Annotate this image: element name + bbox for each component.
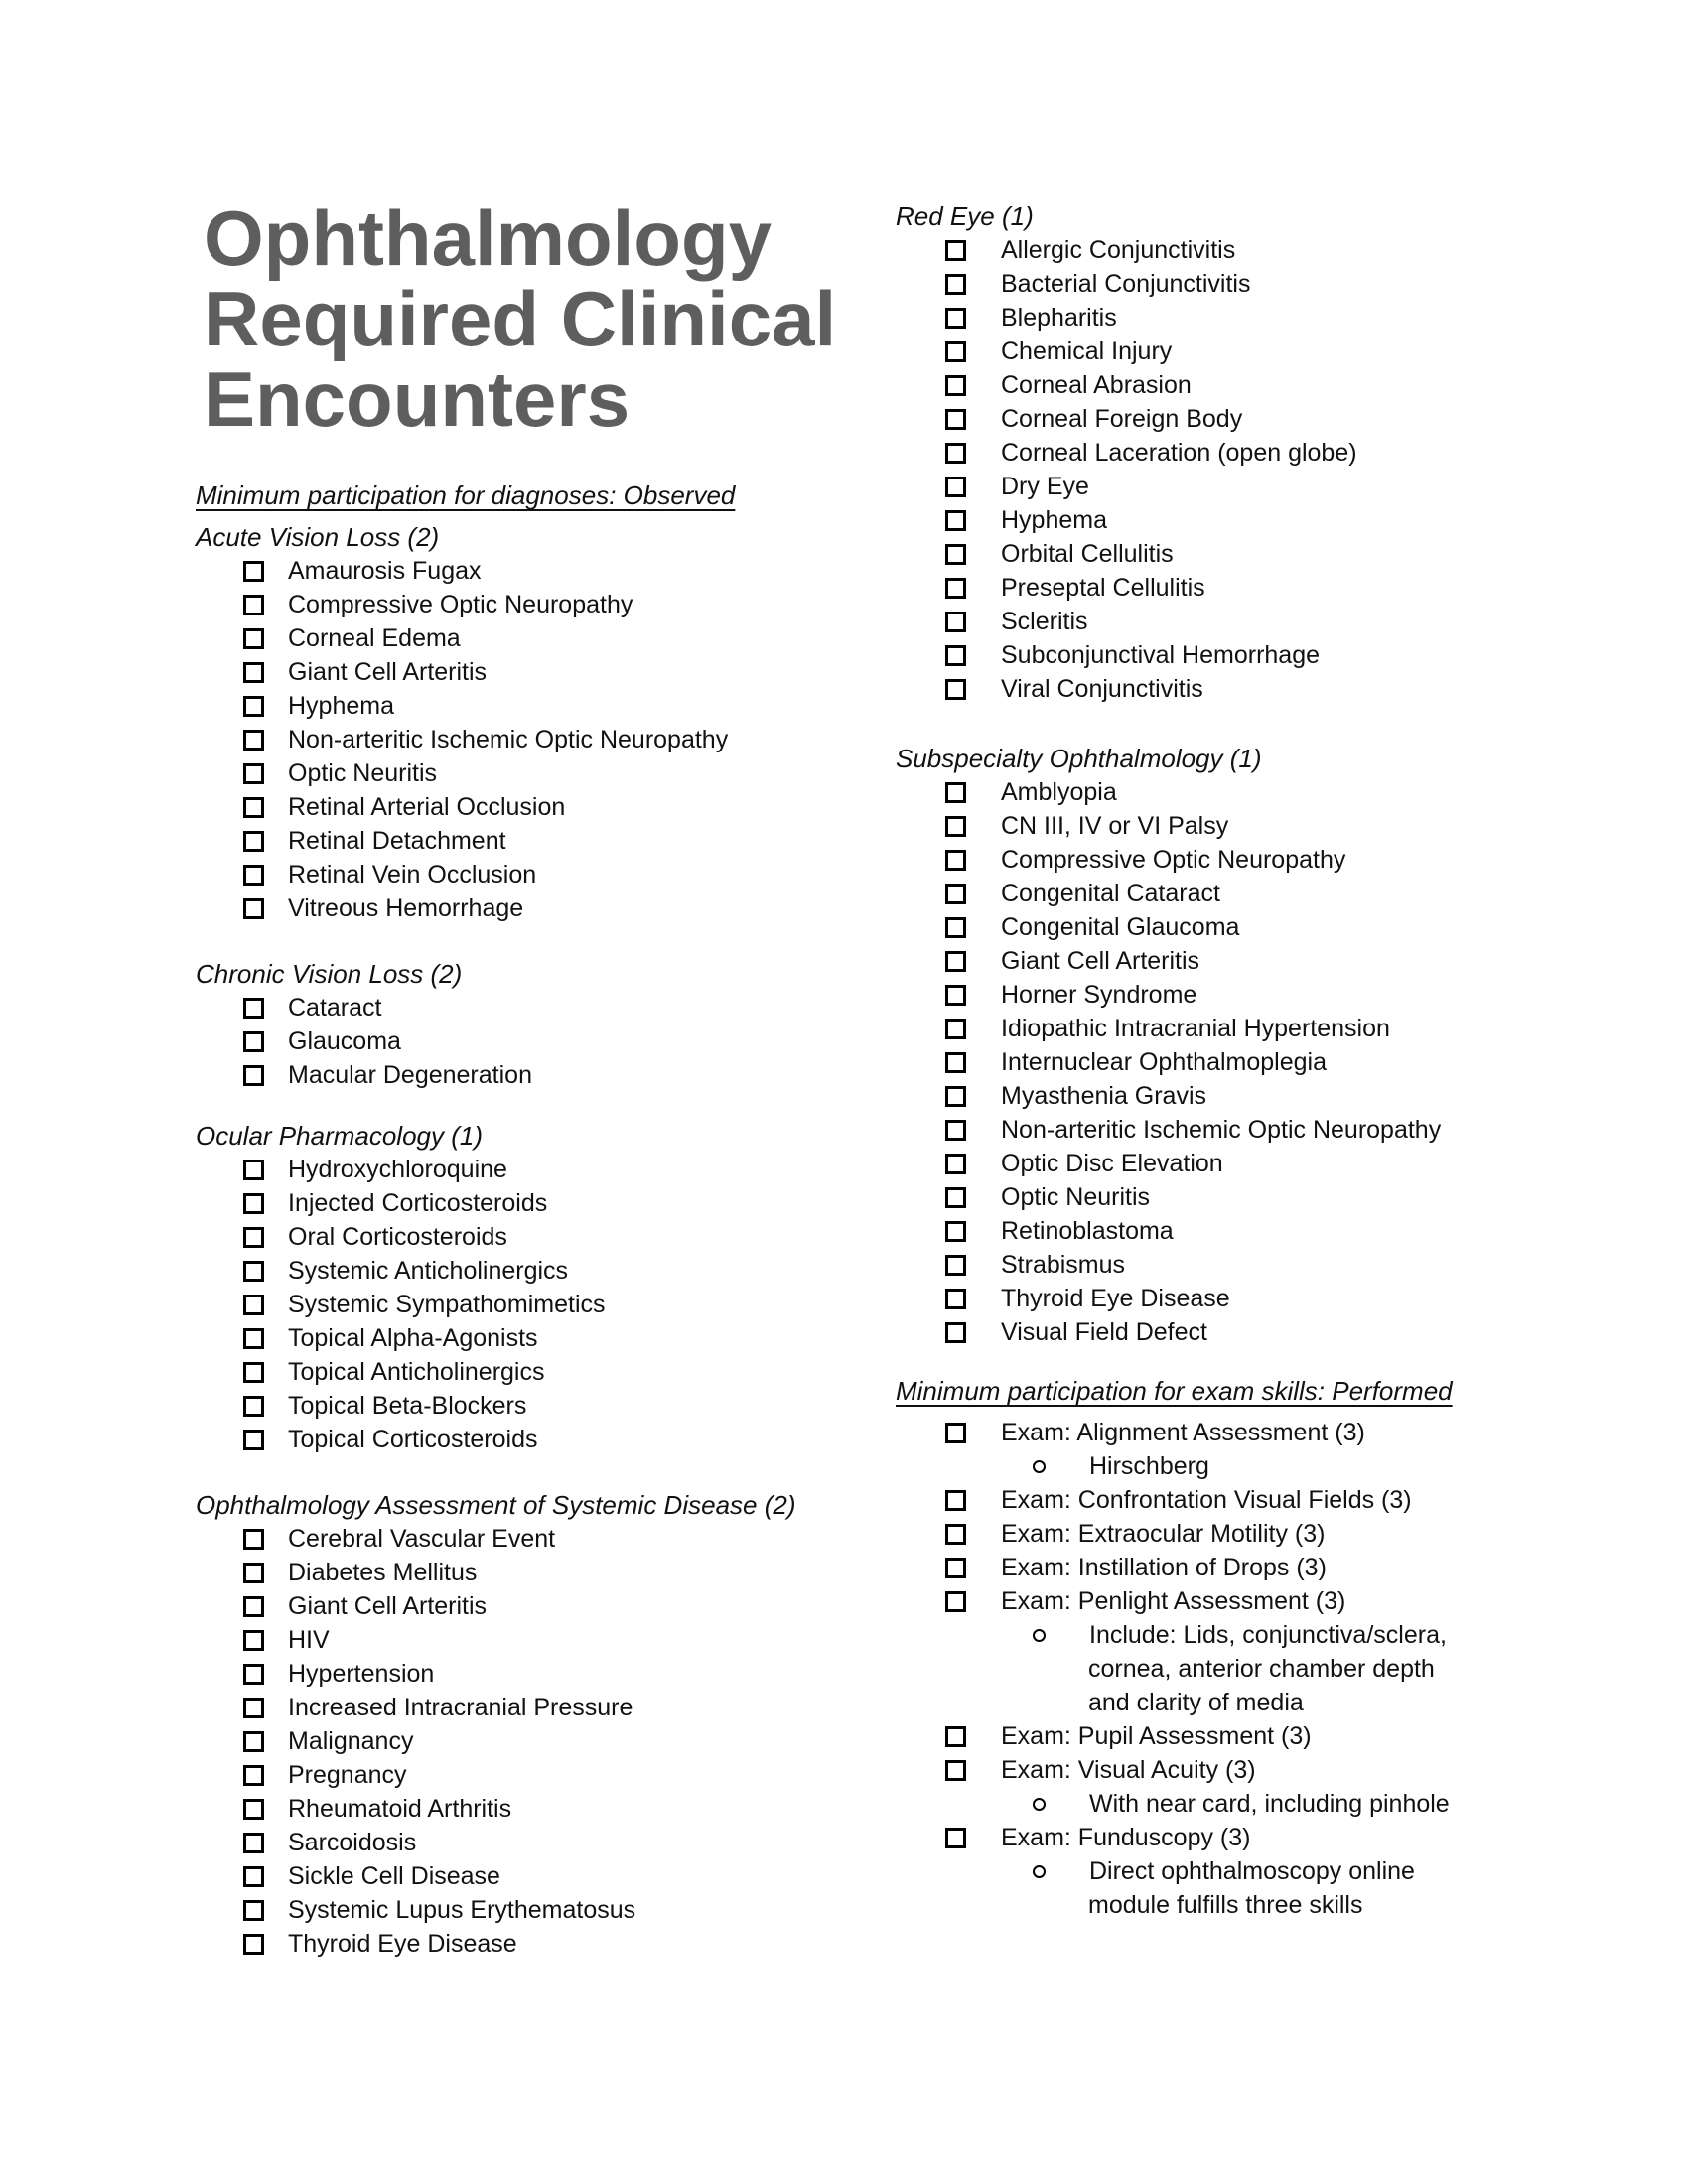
checklist-item-orbital-cellulitis [945,537,1174,571]
item-label: Preseptal Cellulitis [1001,574,1205,602]
item-label: Corneal Edema [288,624,461,652]
checklist-item-oral-corticosteroids [243,1220,507,1254]
checkbox[interactable] [243,561,264,582]
item-label: Oral Corticosteroids [288,1223,507,1251]
item-label: Sarcoidosis [288,1829,417,1856]
checklist-item-exam-funduscopy-3 [945,1821,1251,1854]
checkbox[interactable] [945,612,966,632]
checkbox[interactable] [243,1430,264,1450]
item-label: Orbital Cellulitis [1001,540,1174,568]
item-label: Optic Neuritis [1001,1183,1151,1211]
item-label: Increased Intracranial Pressure [288,1694,633,1721]
checklist-item-injected-corticosteroids [243,1186,547,1220]
section-heading-chronic-vision-loss-2: Chronic Vision Loss (2) [196,959,463,989]
checkbox[interactable] [243,730,264,751]
checklist-item-optic-disc-elevation [945,1147,1223,1180]
sub-item-label: and clarity of media [1088,1689,1304,1716]
checkbox[interactable] [945,1828,966,1848]
checklist-item-retinal-vein-occlusion [243,858,536,891]
item-label: Dry Eye [1001,473,1089,500]
item-label: Systemic Lupus Erythematosus [288,1896,636,1924]
item-label: Compressive Optic Neuropathy [1001,846,1346,874]
checklist-item-subconjunctival-hemorrhage [945,638,1320,672]
checkbox[interactable] [243,797,264,818]
checkbox[interactable] [945,679,966,700]
item-label: Exam: Funduscopy (3) [1001,1824,1251,1851]
sub-item-label: Direct ophthalmoscopy online [1089,1857,1415,1885]
checklist-item-corneal-foreign-body [945,402,1242,436]
checkbox[interactable] [243,1731,264,1752]
checkbox[interactable] [243,1227,264,1248]
circle-bullet-icon [1033,1460,1046,1473]
checkbox[interactable] [243,1630,264,1651]
item-label: Exam: Pupil Assessment (3) [1001,1722,1312,1750]
sub-item [1088,1652,1435,1686]
checkbox[interactable] [945,884,966,904]
checkbox[interactable] [243,898,264,919]
item-label: Giant Cell Arteritis [288,1592,488,1620]
checkbox[interactable] [945,308,966,329]
checklist-item-retinal-arterial-occlusion [243,790,565,824]
checklist-item-topical-anticholinergics [243,1355,544,1389]
checkbox[interactable] [945,1255,966,1276]
checkbox[interactable] [945,544,966,565]
item-label: Allergic Conjunctivitis [1001,236,1236,264]
item-label: Scleritis [1001,608,1088,635]
checklist-item-exam-alignment-assessment-3 [945,1416,1365,1449]
checkbox[interactable] [243,1866,264,1887]
checkbox[interactable] [243,1765,264,1786]
checkbox[interactable] [243,595,264,615]
checklist-item-hypertension [243,1657,434,1691]
checkbox[interactable] [243,865,264,886]
heading-exam-skills-performed: Minimum participation for exam skills: Performed [896,1376,1453,1406]
checklist-item-thyroid-eye-disease [243,1927,517,1961]
item-label: Optic Disc Elevation [1001,1150,1223,1177]
item-label: Retinal Arterial Occlusion [288,793,566,821]
checkbox[interactable] [243,998,264,1019]
item-label: Rheumatoid Arthritis [288,1795,512,1823]
checklist-item-internuclear-ophthalmoplegia [945,1045,1327,1079]
checklist-item-hiv [243,1623,330,1657]
checkbox[interactable] [945,1591,966,1612]
checkbox[interactable] [243,1529,264,1550]
checkbox[interactable] [945,782,966,803]
item-label: Macular Degeneration [288,1061,532,1089]
item-label: Pregnancy [288,1761,407,1789]
item-label: Diabetes Mellitus [288,1559,478,1586]
checkbox[interactable] [945,1490,966,1511]
checkbox[interactable] [243,696,264,717]
checkbox[interactable] [243,831,264,852]
item-label: Cerebral Vascular Event [288,1525,556,1553]
circle-bullet-icon [1033,1865,1046,1878]
checkbox[interactable] [945,1120,966,1141]
checkbox[interactable] [945,1558,966,1578]
sub-item [1088,1888,1363,1922]
checkbox[interactable] [945,1086,966,1107]
checkbox[interactable] [945,274,966,295]
item-label: Exam: Alignment Assessment (3) [1001,1419,1365,1446]
item-label: Amaurosis Fugax [288,557,482,585]
checkbox[interactable] [945,1019,966,1039]
item-label: Cataract [288,994,382,1022]
item-label: HIV [288,1626,330,1654]
checklist-item-giant-cell-arteritis [945,944,1199,978]
circle-bullet-icon [1033,1629,1046,1642]
item-label: Corneal Laceration (open globe) [1001,439,1357,467]
item-label: Compressive Optic Neuropathy [288,591,633,618]
section-heading-ocular-pharmacology-1: Ocular Pharmacology (1) [196,1121,483,1151]
checkbox[interactable] [243,1031,264,1052]
sub-item [1088,1686,1304,1719]
checkbox[interactable] [945,477,966,497]
item-label: CN III, IV or VI Palsy [1001,812,1229,840]
checklist-item-hyphema [243,689,394,723]
item-label: Systemic Sympathomimetics [288,1291,606,1318]
checklist-item-pregnancy [243,1758,407,1792]
item-label: Topical Anticholinergics [288,1358,545,1386]
checkbox[interactable] [243,1193,264,1214]
checklist-item-exam-penlight-assessment-3 [945,1584,1345,1618]
section-heading-acute-vision-loss-2: Acute Vision Loss (2) [196,522,440,552]
checklist-item-amaurosis-fugax [243,554,482,588]
item-label: Thyroid Eye Disease [288,1930,517,1958]
checklist-item-systemic-anticholinergics [243,1254,568,1288]
sub-item-label: Hirschberg [1089,1452,1209,1480]
sub-item-label: module fulfills three skills [1088,1891,1363,1919]
sub-item [1033,1449,1209,1483]
item-label: Topical Alpha-Agonists [288,1324,538,1352]
page-title-line-1: Ophthalmology [204,195,772,282]
item-label: Topical Beta-Blockers [288,1392,527,1420]
checklist-item-vitreous-hemorrhage [243,891,523,925]
checklist-item-retinoblastoma [945,1214,1174,1248]
sub-item [1033,1854,1415,1888]
checkbox[interactable] [945,1187,966,1208]
item-label: Amblyopia [1001,778,1117,806]
checkbox[interactable] [945,1726,966,1747]
item-label: Giant Cell Arteritis [288,658,488,686]
checklist-item-exam-visual-acuity-3 [945,1753,1256,1787]
item-label: Exam: Confrontation Visual Fields (3) [1001,1486,1412,1514]
checkbox[interactable] [243,1065,264,1086]
checklist-item-sarcoidosis [243,1826,416,1859]
checklist-item-systemic-lupus-erythematosus [243,1893,635,1927]
heading-diagnoses-observed: Minimum participation for diagnoses: Observed [196,480,736,510]
item-label: Sickle Cell Disease [288,1862,500,1890]
checklist-item-non-arteritic-ischemic-optic-neuropathy [243,723,728,756]
item-label: Exam: Visual Acuity (3) [1001,1756,1256,1784]
section-heading-subspecialty-ophthalmology-1: Subspecialty Ophthalmology (1) [896,744,1262,773]
checklist-item-dry-eye [945,470,1089,503]
checkbox[interactable] [243,1664,264,1685]
checklist-item-sickle-cell-disease [243,1859,500,1893]
checkbox[interactable] [243,1799,264,1820]
checkbox[interactable] [945,1221,966,1242]
item-label: Strabismus [1001,1251,1126,1279]
checkbox[interactable] [243,1934,264,1955]
checklist-item-corneal-edema [243,621,461,655]
checkbox[interactable] [945,1524,966,1545]
circle-bullet-icon [1033,1798,1046,1811]
checklist-item-exam-extraocular-motility-3 [945,1517,1325,1551]
checklist-item-idiopathic-intracranial-hypertension [945,1012,1390,1045]
checklist-item-increased-intracranial-pressure [243,1691,633,1724]
checkbox[interactable] [243,1261,264,1282]
item-label: Thyroid Eye Disease [1001,1285,1230,1312]
item-label: Glaucoma [288,1027,401,1055]
checkbox[interactable] [243,1833,264,1853]
checkbox[interactable] [945,951,966,972]
checklist-item-macular-degeneration [243,1058,532,1092]
checklist-item-non-arteritic-ischemic-optic-neuropathy [945,1113,1441,1147]
checklist-item-chemical-injury [945,335,1172,368]
checkbox[interactable] [945,1322,966,1343]
item-label: Chemical Injury [1001,338,1173,365]
checklist-item-horner-syndrome [945,978,1196,1012]
item-label: Visual Field Defect [1001,1318,1207,1346]
item-label: Viral Conjunctivitis [1001,675,1203,703]
checkbox[interactable] [945,240,966,261]
checklist-item-retinal-detachment [243,824,506,858]
checklist-item-topical-beta-blockers [243,1389,526,1423]
sub-item-label: cornea, anterior chamber depth [1088,1655,1435,1683]
item-label: Exam: Instillation of Drops (3) [1001,1554,1327,1581]
checkbox[interactable] [945,375,966,396]
checklist-item-congenital-cataract [945,877,1220,910]
checklist-item-cn-iii-iv-or-vi-palsy [945,809,1228,843]
checklist-item-scleritis [945,605,1088,638]
checklist-item-malignancy [243,1724,413,1758]
checkbox[interactable] [243,628,264,649]
item-label: Systemic Anticholinergics [288,1257,569,1285]
checklist-item-diabetes-mellitus [243,1556,477,1589]
checklist-item-compressive-optic-neuropathy [243,588,633,621]
item-label: Corneal Abrasion [1001,371,1192,399]
checkbox[interactable] [945,341,966,362]
item-label: Corneal Foreign Body [1001,405,1243,433]
checklist-item-systemic-sympathomimetics [243,1288,606,1321]
checklist-item-blepharitis [945,301,1117,335]
checkbox[interactable] [945,1423,966,1443]
page-title-line-2: Required Clinical [204,275,837,362]
checkbox[interactable] [945,1289,966,1309]
checklist-item-allergic-conjunctivitis [945,233,1235,267]
checklist-item-visual-field-defect [945,1315,1207,1349]
checkbox[interactable] [243,1596,264,1617]
checklist-item-topical-alpha-agonists [243,1321,538,1355]
item-label: Exam: Penlight Assessment (3) [1001,1587,1346,1615]
checklist-item-strabismus [945,1248,1125,1282]
checklist-item-exam-instillation-of-drops-3 [945,1551,1327,1584]
checklist-item-viral-conjunctivitis [945,672,1203,706]
checklist-item-bacterial-conjunctivitis [945,267,1251,301]
checkbox[interactable] [243,1362,264,1383]
checklist-item-myasthenia-gravis [945,1079,1206,1113]
checklist-item-glaucoma [243,1024,401,1058]
checklist-item-giant-cell-arteritis [243,1589,487,1623]
checkbox[interactable] [945,985,966,1006]
checklist-item-preseptal-cellulitis [945,571,1205,605]
section-heading-red-eye-1: Red Eye (1) [896,202,1034,231]
checklist-item-rheumatoid-arthritis [243,1792,511,1826]
item-label: Non-arteritic Ischemic Optic Neuropathy [1001,1116,1442,1144]
checklist-item-corneal-abrasion [945,368,1192,402]
item-label: Malignancy [288,1727,414,1755]
checkbox[interactable] [243,1295,264,1315]
checklist-item-exam-pupil-assessment-3 [945,1719,1312,1753]
checkbox[interactable] [945,409,966,430]
checkbox[interactable] [243,1563,264,1583]
item-label: Congenital Cataract [1001,880,1220,907]
checkbox[interactable] [945,645,966,666]
item-label: Non-arteritic Ischemic Optic Neuropathy [288,726,729,753]
checklist-item-cerebral-vascular-event [243,1522,555,1556]
checkbox[interactable] [945,917,966,938]
checklist-item-hydroxychloroquine [243,1153,507,1186]
item-label: Idiopathic Intracranial Hypertension [1001,1015,1390,1042]
item-label: Internuclear Ophthalmoplegia [1001,1048,1327,1076]
item-label: Subconjunctival Hemorrhage [1001,641,1321,669]
checkbox[interactable] [945,816,966,837]
item-label: Hyphema [1001,506,1107,534]
sub-item-label: Include: Lids, conjunctiva/sclera, [1089,1621,1447,1649]
item-label: Hyphema [288,692,394,720]
checkbox[interactable] [243,1698,264,1718]
checklist-item-giant-cell-arteritis [243,655,487,689]
checklist-item-compressive-optic-neuropathy [945,843,1345,877]
checkbox[interactable] [243,1396,264,1417]
item-label: Retinal Vein Occlusion [288,861,537,888]
checkbox[interactable] [945,578,966,599]
checklist-item-exam-confrontation-visual-fields-3 [945,1483,1412,1517]
sub-item [1033,1787,1450,1821]
checkbox[interactable] [243,662,264,683]
checklist-item-amblyopia [945,775,1117,809]
item-label: Retinoblastoma [1001,1217,1174,1245]
item-label: Giant Cell Arteritis [1001,947,1200,975]
checklist-item-congenital-glaucoma [945,910,1239,944]
checkbox[interactable] [945,1760,966,1781]
page-title-line-3: Encounters [204,355,631,443]
section-heading-ophthalmology-assessment-of-systemic-dis: Ophthalmology Assessment of Systemic Disease (2) [196,1490,796,1520]
item-label: Vitreous Hemorrhage [288,894,524,922]
item-label: Myasthenia Gravis [1001,1082,1207,1110]
item-label: Topical Corticosteroids [288,1426,538,1453]
checklist-item-hyphema [945,503,1107,537]
checklist-item-topical-corticosteroids [243,1423,538,1456]
checkbox[interactable] [243,1160,264,1180]
item-label: Hypertension [288,1660,435,1688]
checklist-item-optic-neuritis [945,1180,1150,1214]
checkbox[interactable] [243,1900,264,1921]
sub-item [1033,1618,1447,1652]
item-label: Exam: Extraocular Motility (3) [1001,1520,1326,1548]
item-label: Hydroxychloroquine [288,1156,507,1183]
checklist-item-corneal-laceration-open-globe [945,436,1357,470]
sub-item-label: With near card, including pinhole [1089,1790,1450,1818]
checkbox[interactable] [945,443,966,464]
page-title [204,195,837,443]
item-label: Horner Syndrome [1001,981,1197,1009]
item-label: Injected Corticosteroids [288,1189,548,1217]
checklist-item-thyroid-eye-disease [945,1282,1230,1315]
item-label: Optic Neuritis [288,759,438,787]
item-label: Bacterial Conjunctivitis [1001,270,1251,298]
checkbox[interactable] [945,850,966,871]
item-label: Blepharitis [1001,304,1117,332]
checkbox[interactable] [243,1328,264,1349]
checkbox[interactable] [945,510,966,531]
checkbox[interactable] [243,763,264,784]
checkbox[interactable] [945,1052,966,1073]
item-label: Retinal Detachment [288,827,506,855]
checklist-item-optic-neuritis [243,756,437,790]
checklist-item-cataract [243,991,381,1024]
item-label: Congenital Glaucoma [1001,913,1240,941]
checkbox[interactable] [945,1154,966,1174]
